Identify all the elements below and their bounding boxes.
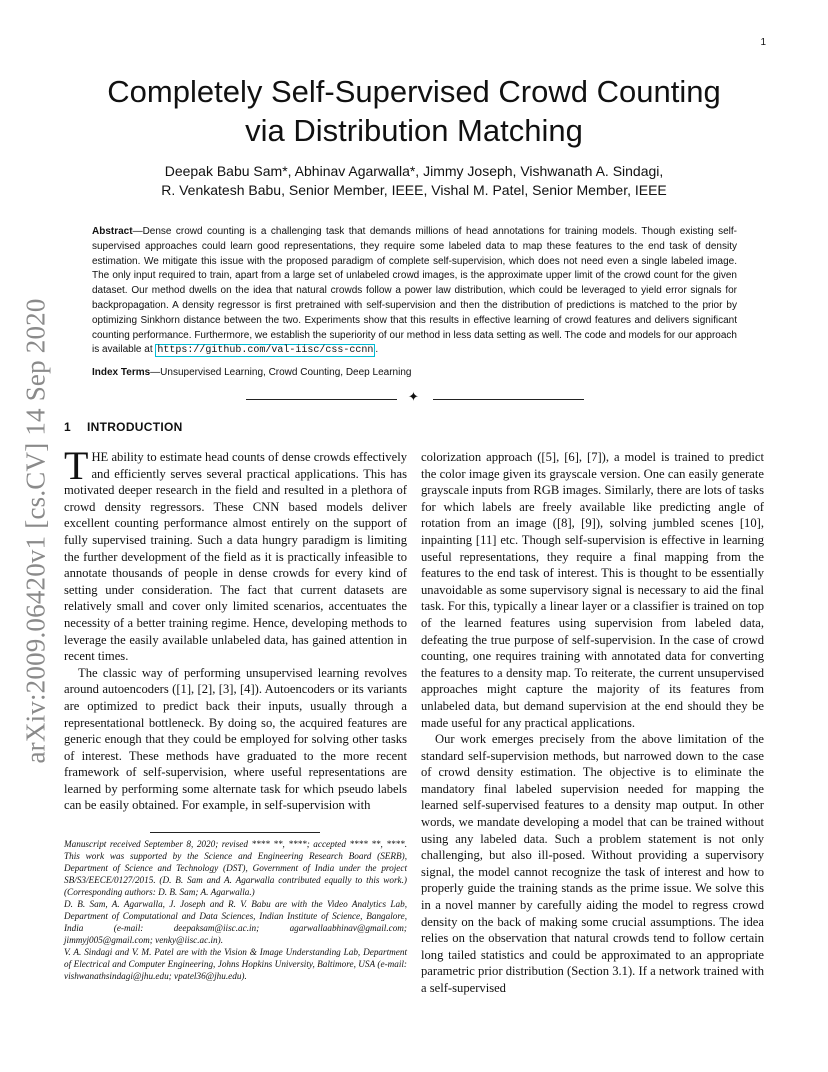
left-column: [64, 443, 407, 814]
code-link[interactable]: https://github.com/val-iisc/css-ccnn: [157, 345, 374, 357]
intro-paragraph-1: [64, 443, 407, 665]
author-list: [60, 162, 768, 200]
page-number: 1: [760, 37, 766, 48]
divider-star-icon: ✦: [408, 390, 419, 405]
arxiv-stamp: [20, 298, 51, 764]
index-terms-text: —Unsupervised Learning, Crowd Counting, Deep Learning: [150, 367, 412, 378]
intro-paragraph-4: Our work emerges precisely from the above limitation of the standard self-supervision methods, but narrowed down to the case of crowd density estimation. The objective is to eliminate the mandatory final labeled supervision needed for mapping the learned self-supervised features to a density map output. In other words, we mandate developing a model that can be trained without using any labeled data. Such a problem statement is not only challenging, but also ill-posed. Without providing a supervisory signal, the model cannot recognize the task of interest and how to properly guide the training stands as the prime issue. We solve this in a novel manner by carefully aiding the model to regress crowd density on the back of making some crucial assumptions. The idea relies on the observation that natural crowds tend to follow certain long tailed statistics and could be approximated to an appropriate parametric prior distribution (Section 3.1). If a network trained with a self-supervised: [421, 732, 764, 995]
section-number: 1: [64, 420, 71, 434]
section-heading: [64, 420, 183, 434]
divider-line-right: [433, 399, 584, 400]
footnote-rule: [150, 832, 320, 833]
right-column: [421, 449, 764, 997]
paper-title: [60, 72, 768, 150]
authors-line-2: R. Venkatesh Babu, Senior Member, IEEE, Vishal M. Patel, Senior Member, IEEE: [161, 182, 667, 198]
footnote-affiliation-1: D. B. Sam, A. Agarwalla, J. Joseph and R. V. Babu are with the Video Analytics Lab, Department of Computational and Data Sciences, Indian Institute of Science, Bangalore, India (e-mail: deepaksam@iisc.ac.in; agarwallaabhinav@gmail.com; jimmyj005@gmail.com; venky@iisc.ac.in).: [64, 899, 407, 945]
authors-line-1: Deepak Babu Sam*, Abhinav Agarwalla*, Jimmy Joseph, Vishwanath A. Sindagi,: [164, 163, 664, 179]
abstract-label: Abstract: [92, 226, 133, 237]
index-terms-label: Index Terms: [92, 367, 151, 378]
section-title: INTRODUCTION: [86, 420, 183, 434]
index-terms: [92, 367, 737, 378]
footnote-affiliation-2: V. A. Sindagi and V. M. Patel are with the Vision & Image Understanding Lab, Department of Electrical and Computer Engineering, Johns Hopkins University, Baltimore, USA (e-mail: vishwanathsindagi@jhu.edu; vpatel36@jhu.edu).: [64, 947, 407, 981]
intro-paragraph-1-text: HE ability to estimate head counts of dense crowds effectively and efficiently serves several practical applications. This has motivated deeper research in the field and resulted in a plethora of crowd density regressors. These CNN based models deliver excellent counting performance almost entirely on the support of fully supervised training. Such a data hungry paradigm is limiting the further development of the field as it is practically infeasible to annotate thousands of people in dense crowds for every kind of setting under consideration. The fact that current datasets are relatively small and cover only limited scenarios, accentuates the necessity of a better training regime. Hence, developing methods to leverage the easily available unlabeled data, has gained attention in recent times.: [64, 450, 407, 664]
intro-paragraph-3: colorization approach ([5], [6], [7]), a model is trained to predict the color image given its grayscale version. One can easily generate grayscale inputs from RGB images. Similarly, there are lots of tasks for which labels are freely available like predicting angle of rotation from an image ([8], [9]), solving jumbled scenes [10], inpainting [11] etc. Though self-supervision is effective in learning useful representations, they require a final mapping from the features to the end task of interest. This is thought to be essentially unavoidable as some supervisory signal is necessary to aid the final task. For this, typically a linear layer or a classifier is trained on top of the learned features using supervision from labeled data, defeating the true purpose of self-supervision. In the case of crowd counting, one requires training with annotated data for converting the features to a density map. To reiterate, the current unsupervised approaches might capture the majority of its features from unlabeled data, but demand supervision at the end should they be made useful for any practical applications.: [421, 450, 764, 730]
arxiv-stamp-text: arXiv:2009.06420v1 [cs.CV] 14 Sep 2020: [20, 298, 51, 764]
section-divider: [246, 390, 584, 405]
abstract-text: —Dense crowd counting is a challenging task that demands millions of head annotations for training models. Though existing self-supervised approaches could learn good representations, they require some labeled data to map these features to the end task of density estimation. We mitigate this issue with the proposed paradigm of complete self-supervision, which does not need even a single labeled image. The only input required to train, apart from a large set of unlabeled crowd images, is the approximate upper limit of the crowd count for the given dataset. Our method dwells on the idea that natural crowds follow a power law distribution, which could be leveraged to yield error signals for backpropagation. A density regressor is first pretrained with self-supervision and then the distribution of predictions is matched to the prior by optimizing Sinkhorn distance between the two. Experiments show that this results in effective learning of crowd features and delivers significant counting performance. Furthermore, we establish the superiority of our method in less data setting as well. The code and models for our approach is available at: [92, 226, 737, 356]
title-line-2: via Distribution Matching: [245, 113, 583, 148]
abstract: Abstract—Dense crowd counting is a challenging task that demands millions of head annotations for training models. Though existing self-supervised approaches could learn good representations, they require some labeled data to map these features to the end task of density estimation. We mitigate this issue with the proposed paradigm of complete self-supervision, which does not need even a single labeled image. The only input required to train, apart from a large set of unlabeled crowd images, is the approximate upper limit of the crowd count for the given dataset. Our method dwells on the idea that natural crowds follow a power law distribution, which could be leveraged to yield error signals for backpropagation. A density regressor is first pretrained with self-supervision and then the distribution of predictions is matched to the prior by optimizing Sinkhorn distance between the two. Experiments show that this results in effective learning of crowd features and delivers significant counting performance. Furthermore, we establish the superiority of our method in less data setting as well. The code and models for our approach is available at https://github.com/val-iisc/css-ccnn .: [92, 226, 737, 357]
drop-cap: T: [64, 443, 89, 488]
footnote-manuscript: Manuscript received September 8, 2020; revised **** **, ****; accepted **** **, ****. This work was supported by the Science and Engineering Research Board (SERB), Department of Science and Technology (DST), Government of India under the project SB/S3/EECE/0127/2015. (D. B. Sam and A. Agarwalla contributed equally to this work.) (Corresponding authors: D. B. Sam; A. Agarwalla.): [64, 839, 407, 897]
title-line-1: Completely Self-Supervised Crowd Counting: [107, 74, 721, 109]
footnotes: [64, 838, 407, 982]
divider-line-left: [246, 399, 397, 400]
intro-paragraph-2: The classic way of performing unsupervised learning revolves around autoencoders ([1], [2], [3], [4]). Autoencoders or its variants are optimized to predict back their inputs, usually through a representational bottleneck. By doing so, the acquired features are generic enough that they could be employed for solving other tasks of interest. These methods have graduated to the more recent framework of self-supervision, where useful representations are learned by performing some alternate task for which pseudo labels can be easily obtained. For example, in self-supervision with: [64, 665, 407, 813]
